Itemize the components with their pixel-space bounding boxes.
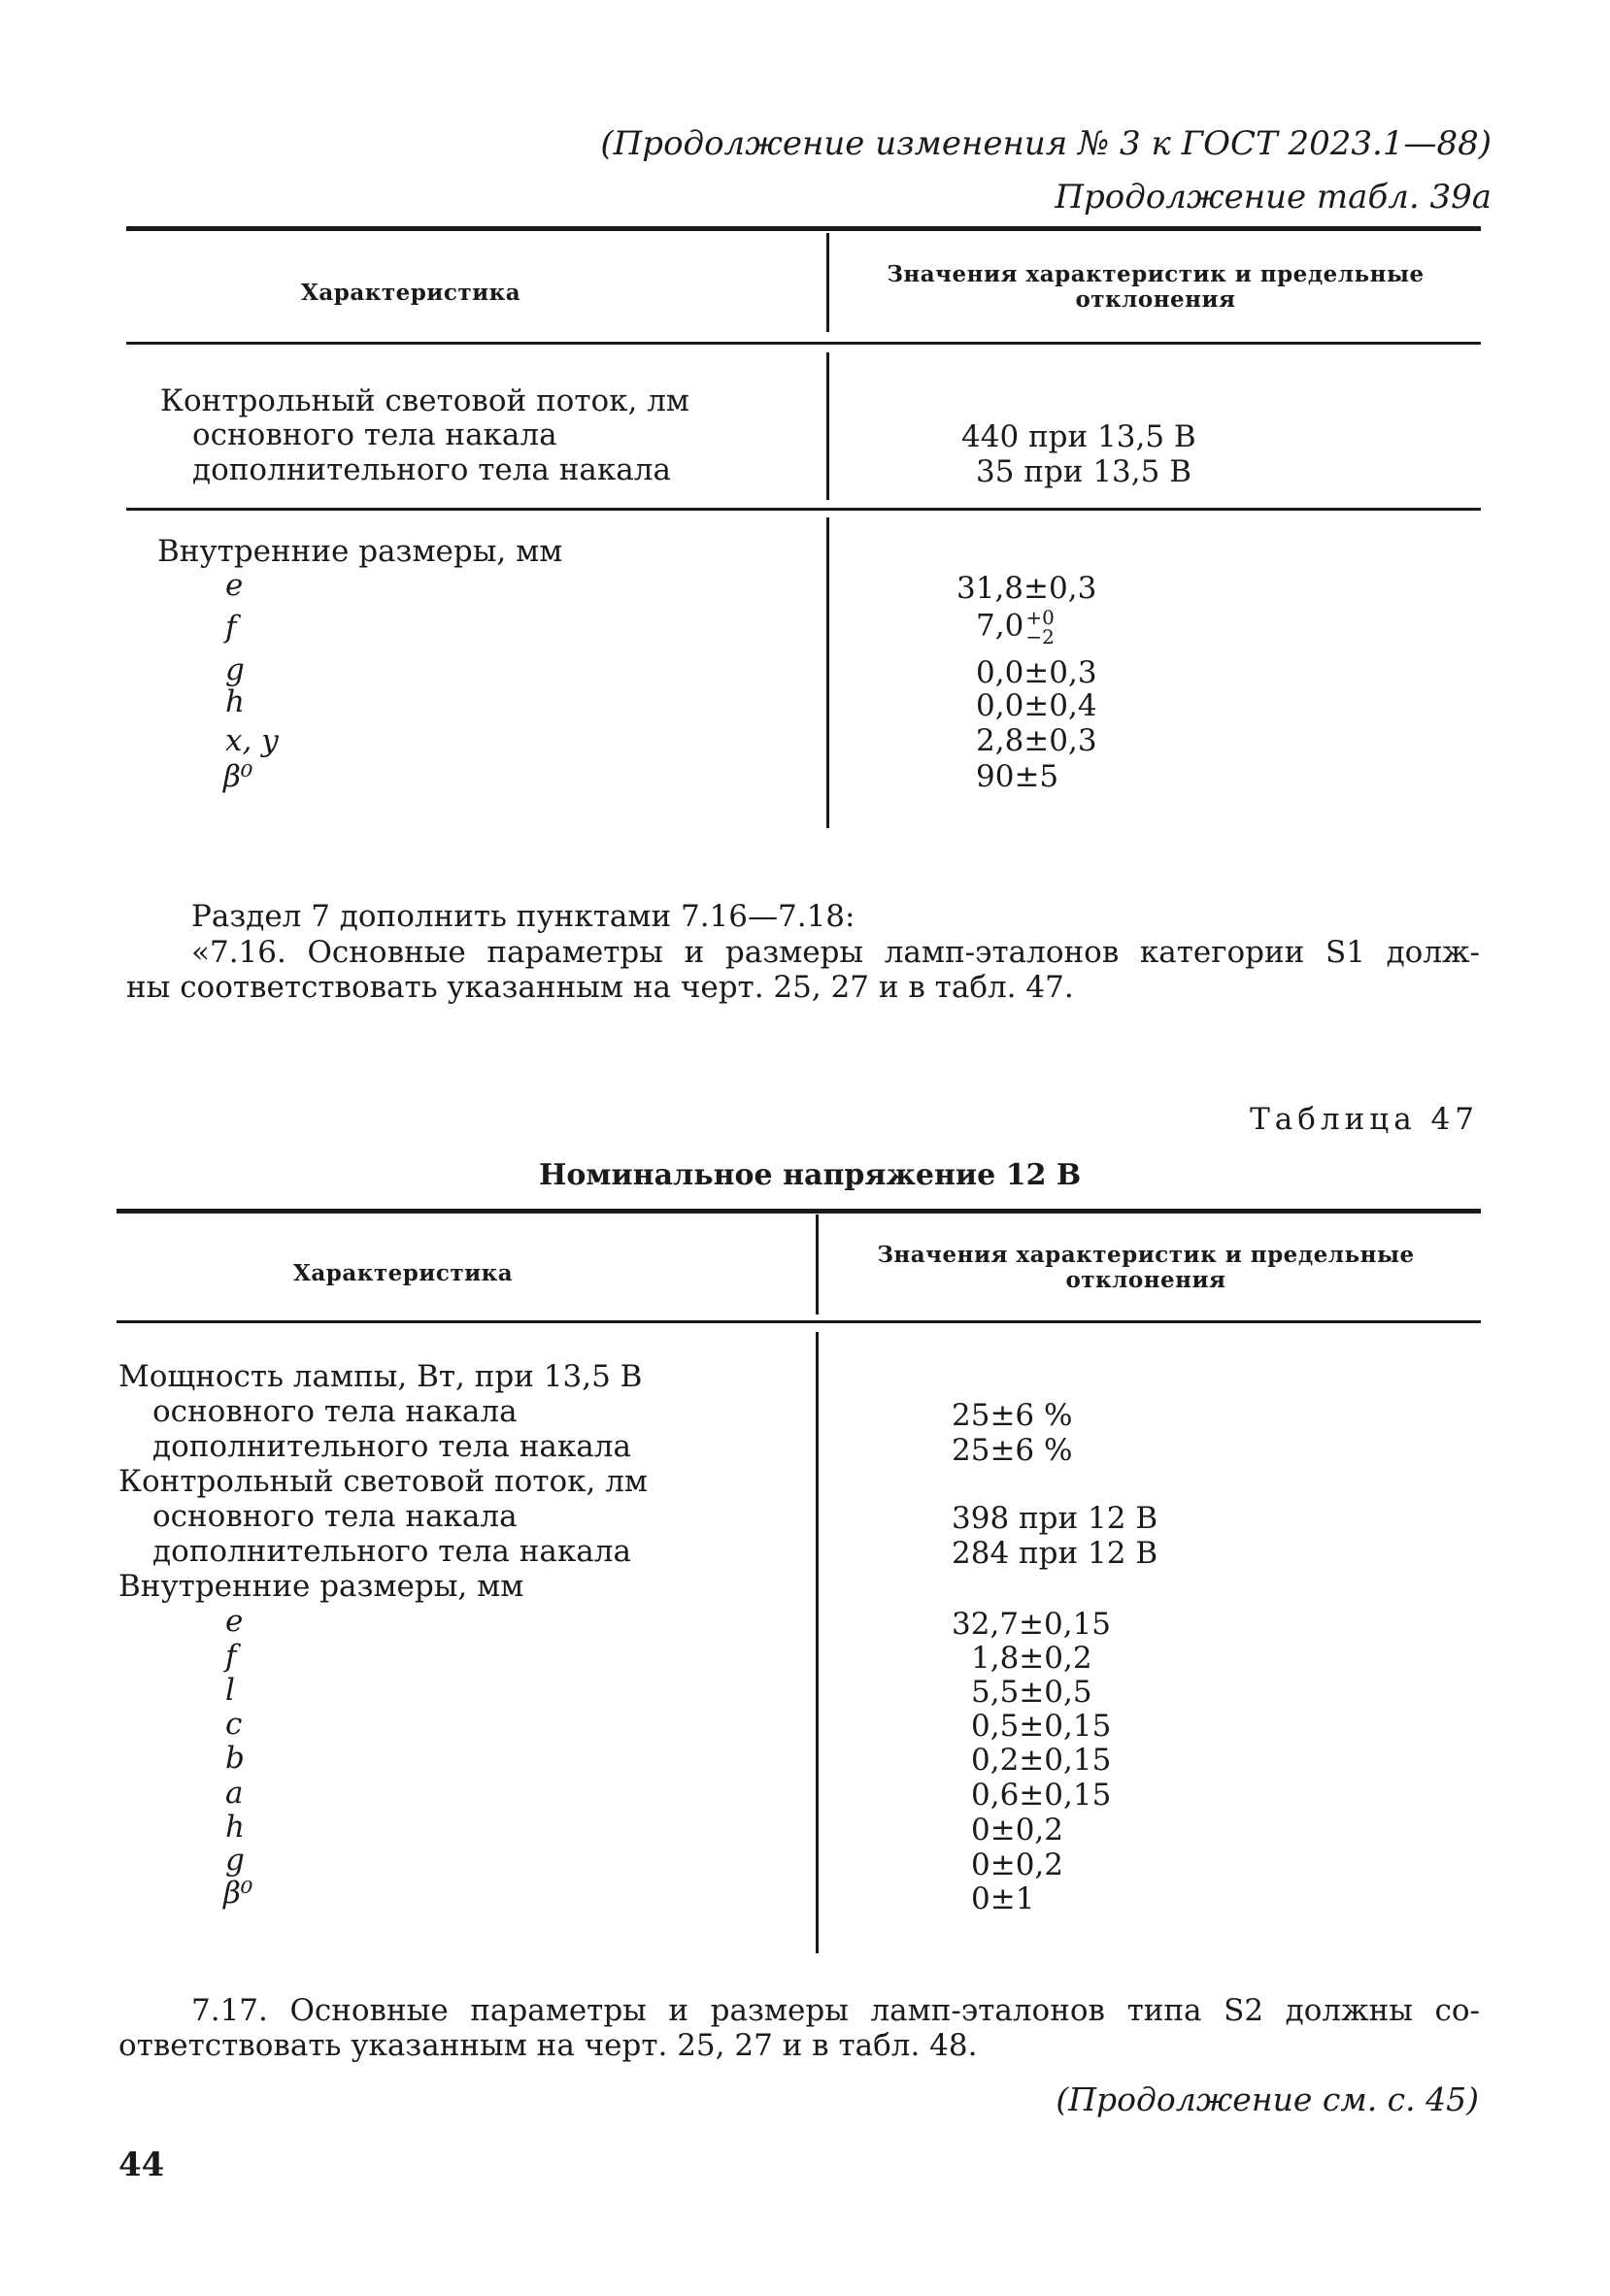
table47-power-label-extra: дополнительного тела накала: [152, 1429, 631, 1464]
para1-line1: Раздел 7 дополнить пунктами 7.16—7.18:: [191, 899, 855, 934]
para1-line3: ны соответствовать указанным на черт. 25, 27 и в табл. 47.: [126, 970, 1074, 1005]
table47-col2-header-line1: Значения характеристик и предельные: [877, 1242, 1415, 1268]
table47-power-value-extra: 25±6 %: [952, 1433, 1073, 1468]
table39a-dim-label-g: g: [225, 652, 245, 687]
para1-line2: «7.16. Основные параметры и размеры ламп-эталонов категории S1 долж-: [191, 935, 1480, 970]
table47-dim-value-e: 32,7±0,15: [952, 1607, 1112, 1642]
table47-flux-title: Контрольный световой поток, лм: [118, 1464, 649, 1499]
table39a-dim-label-beta: β⁰: [223, 759, 253, 794]
table39a-col2-header-line1: Значения характеристик и предельные: [887, 261, 1425, 287]
table39a-dim-value-beta: 90±5: [976, 759, 1059, 794]
table-continuation-label: Продолжение табл. 39а: [1055, 178, 1492, 216]
table47-title: Номинальное напряжение 12 В: [539, 1158, 1082, 1192]
table47-flux-label-extra: дополнительного тела накала: [152, 1534, 631, 1569]
table47-dim-label-e: e: [225, 1604, 244, 1639]
table47-dim-label-f: f: [225, 1639, 237, 1674]
table39a-dim-f-tol-up: +0: [1025, 606, 1055, 629]
table47-power-title: Мощность лампы, Вт, при 13,5 В: [118, 1359, 643, 1394]
table39a-dim-value-f-base: 7,0: [976, 608, 1024, 644]
table47-dim-value-f: 1,8±0,2: [971, 1641, 1092, 1676]
table47-dim-value-g: 0±0,2: [971, 1847, 1063, 1882]
table47-dim-label-beta: β⁰: [223, 1876, 253, 1911]
footer-continuation: (Продолжение см. с. 45): [1056, 2080, 1479, 2118]
table47-dim-label-h: h: [225, 1810, 245, 1845]
table39a-dim-label-xy: x, y: [225, 723, 279, 758]
table47-dim-value-beta: 0±1: [971, 1881, 1035, 1916]
table39a-top-rule: [126, 226, 1481, 231]
table47-dim-label-l: l: [225, 1673, 235, 1708]
table47-body-divider: [816, 1332, 819, 1953]
table39a-col1-header: Характеристика: [301, 280, 521, 306]
table47-top-rule: [117, 1209, 1481, 1214]
table47-flux-label-main: основного тела накала: [152, 1499, 518, 1534]
table47-dim-value-h: 0±0,2: [971, 1813, 1063, 1847]
table39a-flux-value-extra: 35 при 13,5 В: [976, 454, 1191, 489]
table47-dim-label-g: g: [225, 1843, 245, 1878]
table39a-header-rule: [126, 342, 1481, 345]
table47-dim-value-b: 0,2±0,15: [971, 1743, 1112, 1778]
table39a-dim-label-f: f: [225, 610, 237, 645]
table39a-header-divider: [826, 233, 829, 332]
table39a-flux-rule: [126, 508, 1481, 511]
table47-header-divider: [816, 1215, 819, 1314]
table47-dim-value-c: 0,5±0,15: [971, 1709, 1112, 1744]
table47-power-label-main: основного тела накала: [152, 1394, 518, 1429]
table39a-dim-f-tolerance: [1025, 608, 1054, 647]
table47-col1-header: Характеристика: [293, 1260, 514, 1286]
table39a-flux-title: Контрольный световой поток, лм: [160, 383, 690, 418]
table47-power-value-main: 25±6 %: [952, 1398, 1073, 1433]
table39a-col2-header: [845, 262, 1466, 313]
table47-col2-header-line2: отклонения: [1065, 1267, 1226, 1293]
table39a-col2-header-line2: отклонения: [1075, 286, 1236, 313]
table39a-dim-value-g: 0,0±0,3: [976, 655, 1097, 690]
table39a-dim-label-h: h: [225, 684, 245, 719]
table47-dim-value-l: 5,5±0,5: [971, 1675, 1092, 1710]
table47-dim-label-a: a: [225, 1776, 244, 1811]
table39a-dims-title: Внутренние размеры, мм: [157, 534, 563, 569]
table47-flux-value-extra: 284 при 12 В: [952, 1536, 1158, 1571]
table47-col2-header: [835, 1243, 1457, 1293]
page-number: 44: [118, 2146, 165, 2184]
table47-dim-value-a: 0,6±0,15: [971, 1778, 1112, 1813]
table39a-flux-label-extra: дополнительного тела накала: [192, 452, 671, 487]
table39a-dim-label-e: e: [225, 568, 244, 603]
table47-label: Таблица 47: [1250, 1102, 1479, 1137]
table39a-dim-value-f: [976, 608, 1055, 647]
table39a-flux-divider: [826, 352, 829, 500]
table39a-dim-f-tol-down: −2: [1025, 625, 1055, 649]
table39a-dim-value-e: 31,8±0,3: [956, 571, 1097, 606]
table47-flux-value-main: 398 при 12 В: [952, 1501, 1158, 1536]
table39a-dims-divider: [826, 517, 829, 828]
table39a-dim-value-h: 0,0±0,4: [976, 688, 1097, 723]
table39a-flux-label-main: основного тела накала: [192, 417, 557, 452]
table47-dim-label-b: b: [225, 1741, 245, 1776]
table47-dims-title: Внутренние размеры, мм: [118, 1569, 524, 1604]
table39a-flux-value-main: 440 при 13,5 В: [961, 419, 1196, 454]
table47-header-rule: [117, 1320, 1481, 1323]
table47-dim-label-c: c: [225, 1707, 243, 1742]
para2-line2: ответствовать указанным на черт. 25, 27 и в табл. 48.: [118, 2028, 978, 2063]
para2-line1: 7.17. Основные параметры и размеры ламп-эталонов типа S2 должны со-: [191, 1993, 1480, 2028]
continuation-header: (Продолжение изменения № 3 к ГОСТ 2023.1—88): [600, 124, 1492, 163]
table39a-dim-value-xy: 2,8±0,3: [976, 723, 1097, 758]
